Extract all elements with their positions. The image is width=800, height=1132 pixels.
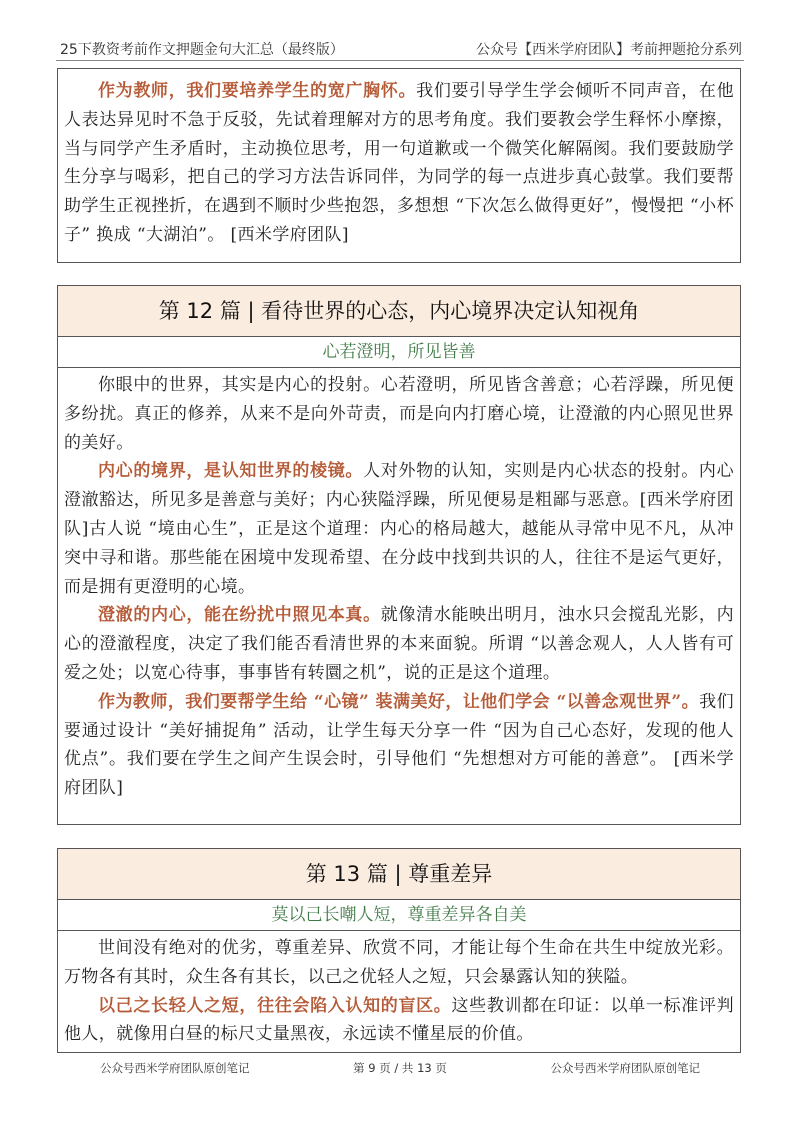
paragraph <box>58 77 740 250</box>
page-header <box>56 34 744 61</box>
highlight-sentence: 以己之长轻人之短，往往会陷入认知的盲区。 <box>98 995 452 1016</box>
paragraph <box>58 371 740 457</box>
section-subtitle: 心若澄明，所见皆善 <box>58 337 740 368</box>
header-doc-title: 25下教资考前作文押题金句大汇总（最终版） <box>60 42 344 58</box>
section-body <box>58 931 740 1049</box>
highlight-sentence: 内心的境界，是认知世界的棱镜。 <box>98 461 364 482</box>
section-12 <box>57 285 741 825</box>
footer-right-note: 公众号西米学府团队原创笔记 <box>550 1061 700 1075</box>
page-number: 第 9 页 / 共 13 页 <box>353 1061 447 1075</box>
paragraph-text: 这些教训都在印证：以单一标准评判他人，就像用白昼的标尺丈量黑夜，永远读不懂星辰的价值。 <box>64 995 734 1045</box>
section-title: 第 12 篇 | 看待世界的心态，内心境界决定认知视角 <box>58 286 740 337</box>
section-subtitle: 莫以己长嘲人短，尊重差异各自美 <box>58 900 740 931</box>
highlight-sentence: 澄澈的内心，能在纷扰中照见本真。 <box>98 605 381 626</box>
paragraph-text: 人对外物的认知，实则是内心状态的投射。内心澄澈豁达，所见多是善意与美好；内心狭隘浮躁，所见便易是粗鄙与恶意。[西米学府团队]古人说 “境由心生”，正是这个道理：内心的格局越大，越能从寻常中见不凡，从冲突中寻和谐。那些能在困境中发现希望、在分歧中找到共识的人，往往不是运气更好，而是拥有更澄明的心境。 <box>64 461 735 597</box>
header-series-label: 公众号【西米学府团队】考前押题抢分系列 <box>476 42 742 58</box>
paragraph <box>58 992 740 1050</box>
section-body <box>58 368 740 803</box>
paragraph <box>58 934 740 992</box>
paragraph <box>58 688 740 803</box>
section-title: 第 13 篇 | 尊重差异 <box>58 849 740 900</box>
paragraph-text: 我们要通过设计 “美好捕捉角” 活动，让学生每天分享一件 “因为自己心态好，发现的他人优点”。我们要在学生之间产生误会时，引导他们 “先想想对方可能的善意”。 [西米学府团队] <box>64 691 734 799</box>
page-footer <box>0 1060 800 1076</box>
highlight-sentence: 作为教师，我们要培养学生的宽广胸怀。 <box>98 81 417 101</box>
paragraph-text: 你眼中的世界，其实是内心的投射。心若澄明，所见皆含善意；心若浮躁，所见便多纷扰。真正的修养，从来不是向外苛责，而是向内打磨心境，让澄澈的内心照见世界的美好。 <box>64 375 734 453</box>
paragraph-text: 我们要引导学生学会倾听不同声音，在他人表达异见时不急于反驳，先试着理解对方的思考角度。我们要教会学生释怀小摩擦，当与同学产生矛盾时，主动换位思考，用一句道歉或一个微笑化解隔阂。我们要鼓励学生分享与喝彩，把自己的学习方法告诉同伴，为同学的每一点进步真心鼓掌。我们要帮助学生正视挫折，在遇到不顺时少些抱怨，多想想 “下次怎么做得更好”，慢慢把 “小杯子” 换成 “大湖泊”。 [西米学府团队] <box>64 81 734 245</box>
paragraph <box>58 601 740 687</box>
highlight-sentence: 作为教师，我们要帮学生给 “心镜” 装满美好，让他们学会 “以善念观世界”。 <box>98 691 700 712</box>
paragraph-text: 就像清水能映出明月，浊水只会搅乱光影，内心的澄澈程度，决定了我们能否看清世界的本来面貌。所谓 “以善念观人，人人皆有可爱之处；以宽心待事，事事皆有转圜之机”，说的正是这个道理。 <box>64 605 735 683</box>
section-13 <box>57 848 741 1053</box>
intro-block <box>57 68 741 263</box>
paragraph <box>58 457 740 601</box>
paragraph-text: 世间没有绝对的优劣，尊重差异、欣赏不同，才能让每个生命在共生中绽放光彩。万物各有其时，众生各有其长，以己之优轻人之短，只会暴露认知的狭隘。 <box>64 938 734 987</box>
footer-left-note: 公众号西米学府团队原创笔记 <box>100 1061 250 1075</box>
